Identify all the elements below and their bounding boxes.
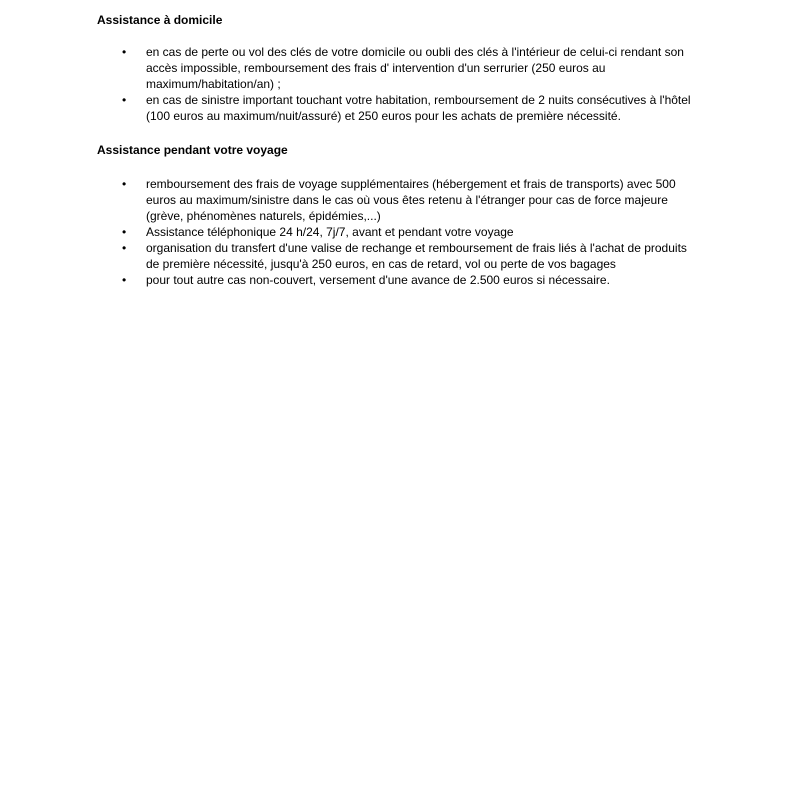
list-item-text: remboursement des frais de voyage supplémentaires (hébergement et frais de transports) avec 500 euros au maximum/sinistre dans le cas où vous êtes retenu à l'étranger pour cas de force majeure (grève, phénomènes naturels, épidémies,...) <box>146 177 676 223</box>
list-item <box>97 272 697 288</box>
bullet-icon: • <box>122 225 127 239</box>
list-item-text: Assistance téléphonique 24 h/24, 7j/7, avant et pendant votre voyage <box>146 225 514 239</box>
travel-assistance-list <box>97 176 697 288</box>
home-assistance-list <box>97 44 697 124</box>
bullet-icon: • <box>122 93 127 107</box>
bullet-icon: • <box>122 177 127 191</box>
bullet-icon: • <box>122 45 127 59</box>
list-item-text: organisation du transfert d'une valise de rechange et remboursement de frais liés à l'achat de produits de première nécessité, jusqu'à 250 euros, en cas de retard, vol ou perte de vos bagages <box>146 241 687 271</box>
bullet-icon: • <box>122 241 127 255</box>
list-item-text: en cas de perte ou vol des clés de votre domicile ou oubli des clés à l'intérieur de celui-ci rendant son accès impossible, remboursement des frais d' intervention d'un serrurier (250 euros au maximum/habitation/an) ; <box>146 45 684 91</box>
section-heading-home-assistance: Assistance à domicile <box>97 13 223 27</box>
list-item <box>97 176 697 224</box>
list-item <box>97 92 697 124</box>
list-item <box>97 224 697 240</box>
list-item <box>97 240 697 272</box>
list-item-text: pour tout autre cas non-couvert, versement d'une avance de 2.500 euros si nécessaire. <box>146 273 610 287</box>
bullet-icon: • <box>122 273 127 287</box>
list-item <box>97 44 697 92</box>
section-heading-travel-assistance: Assistance pendant votre voyage <box>97 143 288 157</box>
list-item-text: en cas de sinistre important touchant votre habitation, remboursement de 2 nuits consécutives à l'hôtel (100 euros au maximum/nuit/assuré) et 250 euros pour les achats de première nécessité. <box>146 93 691 123</box>
